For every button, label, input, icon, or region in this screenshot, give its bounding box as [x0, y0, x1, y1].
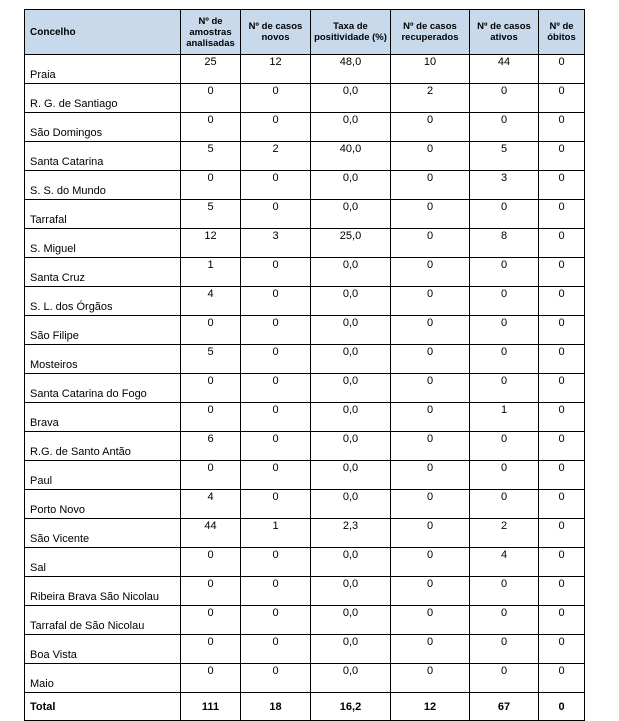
cell-amostras: 44	[181, 519, 241, 548]
table-footer	[25, 693, 585, 721]
cell-obitos: 0	[539, 113, 585, 142]
cell-ativos: 5	[470, 142, 539, 171]
cell-casos-novos: 0	[241, 113, 311, 142]
cell-taxa: 48,0	[311, 55, 391, 84]
cell-obitos: 0	[539, 403, 585, 432]
cell-taxa: 0,0	[311, 84, 391, 113]
table-row	[25, 374, 585, 403]
cell-concelho: S. L. dos Órgãos	[25, 287, 181, 316]
cell-taxa: 0,0	[311, 258, 391, 287]
cell-concelho: Santa Catarina do Fogo	[25, 374, 181, 403]
cell-recuperados: 0	[391, 548, 470, 577]
cell-obitos: 0	[539, 258, 585, 287]
cell-recuperados: 0	[391, 432, 470, 461]
cell-casos-novos: 0	[241, 432, 311, 461]
cell-recuperados: 0	[391, 490, 470, 519]
cell-ativos: 0	[470, 606, 539, 635]
cell-obitos: 0	[539, 490, 585, 519]
cell-taxa: 0,0	[311, 287, 391, 316]
cell-casos-novos: 12	[241, 55, 311, 84]
header-concelho: Concelho	[25, 10, 181, 55]
cell-casos-novos: 0	[241, 664, 311, 693]
table-row	[25, 577, 585, 606]
cell-casos-novos: 0	[241, 403, 311, 432]
cell-concelho: Maio	[25, 664, 181, 693]
table-body	[25, 55, 585, 693]
cell-casos-novos: 0	[241, 287, 311, 316]
cell-recuperados: 0	[391, 374, 470, 403]
cell-concelho: R. G. de Santiago	[25, 84, 181, 113]
cell-amostras: 0	[181, 606, 241, 635]
cell-recuperados: 0	[391, 635, 470, 664]
cell-recuperados: 0	[391, 142, 470, 171]
cell-recuperados: 10	[391, 55, 470, 84]
cell-obitos: 0	[539, 519, 585, 548]
cell-recuperados: 0	[391, 171, 470, 200]
cell-obitos: 0	[539, 200, 585, 229]
cell-obitos: 0	[539, 461, 585, 490]
cell-amostras: 0	[181, 548, 241, 577]
cell-casos-novos: 0	[241, 461, 311, 490]
cell-obitos: 0	[539, 548, 585, 577]
cell-taxa: 40,0	[311, 142, 391, 171]
cell-casos-novos: 0	[241, 490, 311, 519]
table-row	[25, 548, 585, 577]
cell-concelho: São Vicente	[25, 519, 181, 548]
cell-obitos: 0	[539, 229, 585, 258]
cell-casos-novos: 0	[241, 606, 311, 635]
table-row	[25, 55, 585, 84]
cell-taxa: 0,0	[311, 374, 391, 403]
cell-amostras: 0	[181, 374, 241, 403]
cell-concelho: São Filipe	[25, 316, 181, 345]
total-label: Total	[25, 693, 181, 721]
cell-ativos: 0	[470, 432, 539, 461]
cell-ativos: 0	[470, 84, 539, 113]
cell-casos-novos: 0	[241, 171, 311, 200]
table-row	[25, 287, 585, 316]
cell-amostras: 0	[181, 577, 241, 606]
cell-recuperados: 0	[391, 461, 470, 490]
cell-casos-novos: 3	[241, 229, 311, 258]
cell-recuperados: 0	[391, 577, 470, 606]
cell-concelho: Tarrafal	[25, 200, 181, 229]
cell-ativos: 0	[470, 664, 539, 693]
table-row	[25, 345, 585, 374]
cell-taxa: 0,0	[311, 403, 391, 432]
cell-amostras: 12	[181, 229, 241, 258]
cell-casos-novos: 0	[241, 345, 311, 374]
total-obitos: 0	[539, 693, 585, 721]
cell-amostras: 5	[181, 345, 241, 374]
table-row	[25, 606, 585, 635]
header-amostras: Nº de amostras analisadas	[181, 10, 241, 55]
cell-amostras: 25	[181, 55, 241, 84]
cell-concelho: Santa Catarina	[25, 142, 181, 171]
cell-obitos: 0	[539, 374, 585, 403]
cell-amostras: 0	[181, 84, 241, 113]
table-row	[25, 171, 585, 200]
header-obitos: Nº de óbitos	[539, 10, 585, 55]
cell-concelho: Tarrafal de São Nicolau	[25, 606, 181, 635]
covid-report-table	[24, 9, 585, 721]
cell-concelho: Sal	[25, 548, 181, 577]
cell-amostras: 0	[181, 316, 241, 345]
cell-amostras: 0	[181, 635, 241, 664]
total-row	[25, 693, 585, 721]
table-row	[25, 84, 585, 113]
cell-concelho: São Domingos	[25, 113, 181, 142]
cell-obitos: 0	[539, 345, 585, 374]
cell-recuperados: 2	[391, 84, 470, 113]
header-recuperados: Nº de casos recuperados	[391, 10, 470, 55]
cell-taxa: 0,0	[311, 635, 391, 664]
cell-casos-novos: 0	[241, 635, 311, 664]
cell-casos-novos: 1	[241, 519, 311, 548]
table-row	[25, 229, 585, 258]
total-amostras: 111	[181, 693, 241, 721]
cell-taxa: 0,0	[311, 345, 391, 374]
cell-taxa: 0,0	[311, 432, 391, 461]
cell-ativos: 1	[470, 403, 539, 432]
header-row	[25, 10, 585, 55]
cell-taxa: 0,0	[311, 200, 391, 229]
cell-obitos: 0	[539, 171, 585, 200]
cell-obitos: 0	[539, 577, 585, 606]
cell-obitos: 0	[539, 664, 585, 693]
cell-casos-novos: 0	[241, 258, 311, 287]
cell-concelho: R.G. de Santo Antão	[25, 432, 181, 461]
cell-recuperados: 0	[391, 287, 470, 316]
cell-taxa: 0,0	[311, 577, 391, 606]
cell-concelho: S. Miguel	[25, 229, 181, 258]
cell-recuperados: 0	[391, 664, 470, 693]
cell-amostras: 0	[181, 461, 241, 490]
cell-amostras: 5	[181, 200, 241, 229]
cell-recuperados: 0	[391, 258, 470, 287]
cell-taxa: 0,0	[311, 490, 391, 519]
cell-ativos: 0	[470, 635, 539, 664]
cell-ativos: 8	[470, 229, 539, 258]
cell-ativos: 0	[470, 316, 539, 345]
table-row	[25, 432, 585, 461]
cell-obitos: 0	[539, 287, 585, 316]
cell-recuperados: 0	[391, 316, 470, 345]
cell-amostras: 0	[181, 403, 241, 432]
cell-recuperados: 0	[391, 403, 470, 432]
cell-obitos: 0	[539, 606, 585, 635]
cell-ativos: 0	[470, 287, 539, 316]
cell-concelho: S. S. do Mundo	[25, 171, 181, 200]
cell-amostras: 4	[181, 287, 241, 316]
cell-amostras: 5	[181, 142, 241, 171]
cell-obitos: 0	[539, 635, 585, 664]
header-casos-novos: Nº de casos novos	[241, 10, 311, 55]
table-row	[25, 519, 585, 548]
cell-ativos: 0	[470, 200, 539, 229]
table-row	[25, 490, 585, 519]
cell-recuperados: 0	[391, 345, 470, 374]
cell-amostras: 0	[181, 171, 241, 200]
cell-taxa: 0,0	[311, 548, 391, 577]
cell-ativos: 0	[470, 490, 539, 519]
cell-recuperados: 0	[391, 200, 470, 229]
cell-taxa: 25,0	[311, 229, 391, 258]
cell-taxa: 0,0	[311, 113, 391, 142]
cell-taxa: 0,0	[311, 606, 391, 635]
cell-obitos: 0	[539, 142, 585, 171]
table-row	[25, 664, 585, 693]
cell-ativos: 44	[470, 55, 539, 84]
cell-obitos: 0	[539, 432, 585, 461]
table-row	[25, 113, 585, 142]
total-recuperados: 12	[391, 693, 470, 721]
cell-concelho: Praia	[25, 55, 181, 84]
cell-obitos: 0	[539, 55, 585, 84]
cell-amostras: 4	[181, 490, 241, 519]
cell-ativos: 0	[470, 258, 539, 287]
table-row	[25, 200, 585, 229]
cell-concelho: Santa Cruz	[25, 258, 181, 287]
header-casos-ativos: Nº de casos ativos	[470, 10, 539, 55]
cell-ativos: 3	[470, 171, 539, 200]
cell-recuperados: 0	[391, 606, 470, 635]
cell-recuperados: 0	[391, 519, 470, 548]
cell-amostras: 0	[181, 664, 241, 693]
cell-recuperados: 0	[391, 113, 470, 142]
cell-casos-novos: 0	[241, 84, 311, 113]
cell-taxa: 0,0	[311, 171, 391, 200]
table-row	[25, 142, 585, 171]
table-row	[25, 258, 585, 287]
cell-casos-novos: 0	[241, 316, 311, 345]
cell-ativos: 0	[470, 461, 539, 490]
cell-taxa: 0,0	[311, 461, 391, 490]
cell-casos-novos: 0	[241, 200, 311, 229]
cell-ativos: 0	[470, 113, 539, 142]
cell-concelho: Porto Novo	[25, 490, 181, 519]
cell-ativos: 4	[470, 548, 539, 577]
cell-ativos: 0	[470, 345, 539, 374]
cell-ativos: 0	[470, 374, 539, 403]
cell-amostras: 0	[181, 113, 241, 142]
cell-amostras: 1	[181, 258, 241, 287]
cell-obitos: 0	[539, 316, 585, 345]
cell-ativos: 2	[470, 519, 539, 548]
cell-casos-novos: 0	[241, 374, 311, 403]
cell-taxa: 0,0	[311, 664, 391, 693]
cell-concelho: Mosteiros	[25, 345, 181, 374]
cell-concelho: Brava	[25, 403, 181, 432]
total-ativos: 67	[470, 693, 539, 721]
total-casos-novos: 18	[241, 693, 311, 721]
table-header	[25, 10, 585, 55]
cell-concelho: Boa Vista	[25, 635, 181, 664]
cell-concelho: Paul	[25, 461, 181, 490]
table-row	[25, 403, 585, 432]
cell-taxa: 0,0	[311, 316, 391, 345]
cell-casos-novos: 2	[241, 142, 311, 171]
table-row	[25, 461, 585, 490]
cell-recuperados: 0	[391, 229, 470, 258]
cell-obitos: 0	[539, 84, 585, 113]
cell-concelho: Ribeira Brava São Nicolau	[25, 577, 181, 606]
cell-casos-novos: 0	[241, 577, 311, 606]
header-taxa-positividade: Taxa de positividade (%)	[311, 10, 391, 55]
table-row	[25, 635, 585, 664]
cell-taxa: 2,3	[311, 519, 391, 548]
total-taxa: 16,2	[311, 693, 391, 721]
cell-amostras: 6	[181, 432, 241, 461]
table-row	[25, 316, 585, 345]
cell-casos-novos: 0	[241, 548, 311, 577]
cell-ativos: 0	[470, 577, 539, 606]
